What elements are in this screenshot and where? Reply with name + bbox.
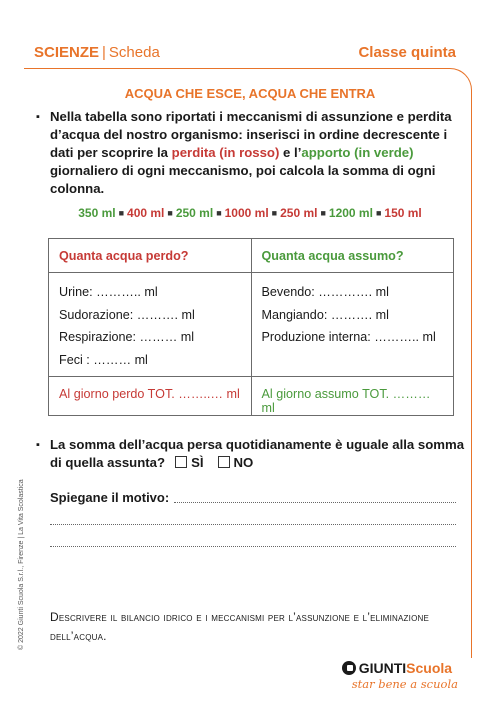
loss-total-field[interactable]: Al giorno perdo TOT. ……..… ml <box>49 377 252 416</box>
loss-item-urine[interactable]: Urine: ……….. ml <box>59 285 158 299</box>
bullet-icon: ▪ <box>36 111 40 123</box>
bullet-icon: ▪ <box>36 439 40 451</box>
question-paragraph <box>36 436 470 472</box>
subject-header <box>34 44 160 61</box>
yes-label: SÌ <box>191 455 204 470</box>
table-body-row <box>49 273 454 377</box>
loss-item-breathing[interactable]: Respirazione: ……… ml <box>59 330 195 344</box>
no-label: NO <box>233 455 254 470</box>
table-total-row <box>49 377 454 416</box>
motivo-label: Spiegane il motivo: <box>50 490 170 505</box>
value-item: 350 ml <box>78 206 116 220</box>
logo-brand-main: GIUNTI <box>358 660 407 676</box>
subject-label: SCIENZE <box>34 44 100 61</box>
loss-items-cell <box>49 273 252 377</box>
gain-keyword: apporto (in verde) <box>301 145 414 160</box>
separator-dot-icon: ■ <box>320 208 326 218</box>
instruction-text-1: Nella tabella sono riportati i meccanismi di assunzione e perdita d’acqua del nostro organismo: inserisci in ordine decrescente i dati per scoprire la <box>50 109 452 160</box>
yes-checkbox[interactable] <box>175 456 187 468</box>
instruction-paragraph <box>36 108 470 198</box>
class-label: Classe quinta <box>358 44 456 61</box>
logo-tagline: star bene a scuola <box>351 677 458 691</box>
answer-line-3[interactable] <box>50 546 456 547</box>
loss-item-sweat[interactable]: Sudorazione: ………. ml <box>59 307 195 322</box>
instruction-text-3: giornaliero di ogni meccanismo, poi calcola la somma di ogni colonna. <box>50 163 436 196</box>
gain-items-cell <box>251 273 454 377</box>
separator-dot-icon: ■ <box>118 208 125 218</box>
value-item: 1000 ml <box>224 206 269 220</box>
values-row <box>0 206 500 220</box>
gain-item-eating[interactable]: Mangiando: ………. ml <box>261 307 389 322</box>
giunti-logo-icon <box>342 661 356 675</box>
value-item: 250 ml <box>280 206 318 220</box>
separator-dot-icon: ■ <box>216 208 222 218</box>
objective-description: Descrivere il bilancio idrico e i meccanismi per l’assunzione e l’eliminazione dell’acqua. <box>50 610 430 643</box>
loss-item-feces[interactable]: Feci : ……… ml <box>59 352 148 367</box>
publisher-logo <box>342 661 458 692</box>
value-item: 400 ml <box>127 206 165 220</box>
answer-line-2[interactable] <box>50 524 456 525</box>
no-checkbox[interactable] <box>218 456 230 468</box>
answer-line-1[interactable] <box>174 502 456 503</box>
table-header-row <box>49 239 454 273</box>
value-item: 1200 ml <box>328 206 373 220</box>
logo-brand-accent: Scuola <box>406 660 453 676</box>
separator-dot-icon: ■ <box>271 208 278 218</box>
gain-item-drinking[interactable]: Bevendo: …………. ml <box>261 285 389 299</box>
sheet-label: Scheda <box>108 44 160 61</box>
loss-column-header: Quanta acqua perdo? <box>49 239 252 273</box>
worksheet-title: ACQUA CHE ESCE, ACQUA CHE ENTRA <box>124 86 376 101</box>
instruction-text-2: e l’ <box>279 145 302 160</box>
separator-dot-icon: ■ <box>375 208 382 218</box>
loss-keyword: perdita (in rosso) <box>171 145 280 160</box>
gain-item-internal[interactable]: Produzione interna: ……….. ml <box>261 330 436 344</box>
value-item: 250 ml <box>175 206 214 220</box>
water-balance-table <box>48 238 454 416</box>
gain-total-field[interactable]: Al giorno assumo TOT. ……… ml <box>251 377 454 416</box>
logo-wordmark <box>342 661 458 676</box>
value-item: 150 ml <box>384 206 422 220</box>
question-text: La somma dell’acqua persa quotidianamente è uguale alla somma di quella assunta? <box>50 437 465 470</box>
header-separator: | <box>102 44 106 61</box>
gain-column-header: Quanta acqua assumo? <box>251 239 454 273</box>
copyright-notice: © 2022 Giunti Scuola S.r.l., Firenze | La Vita Scolastica <box>18 479 25 650</box>
separator-dot-icon: ■ <box>167 208 173 218</box>
